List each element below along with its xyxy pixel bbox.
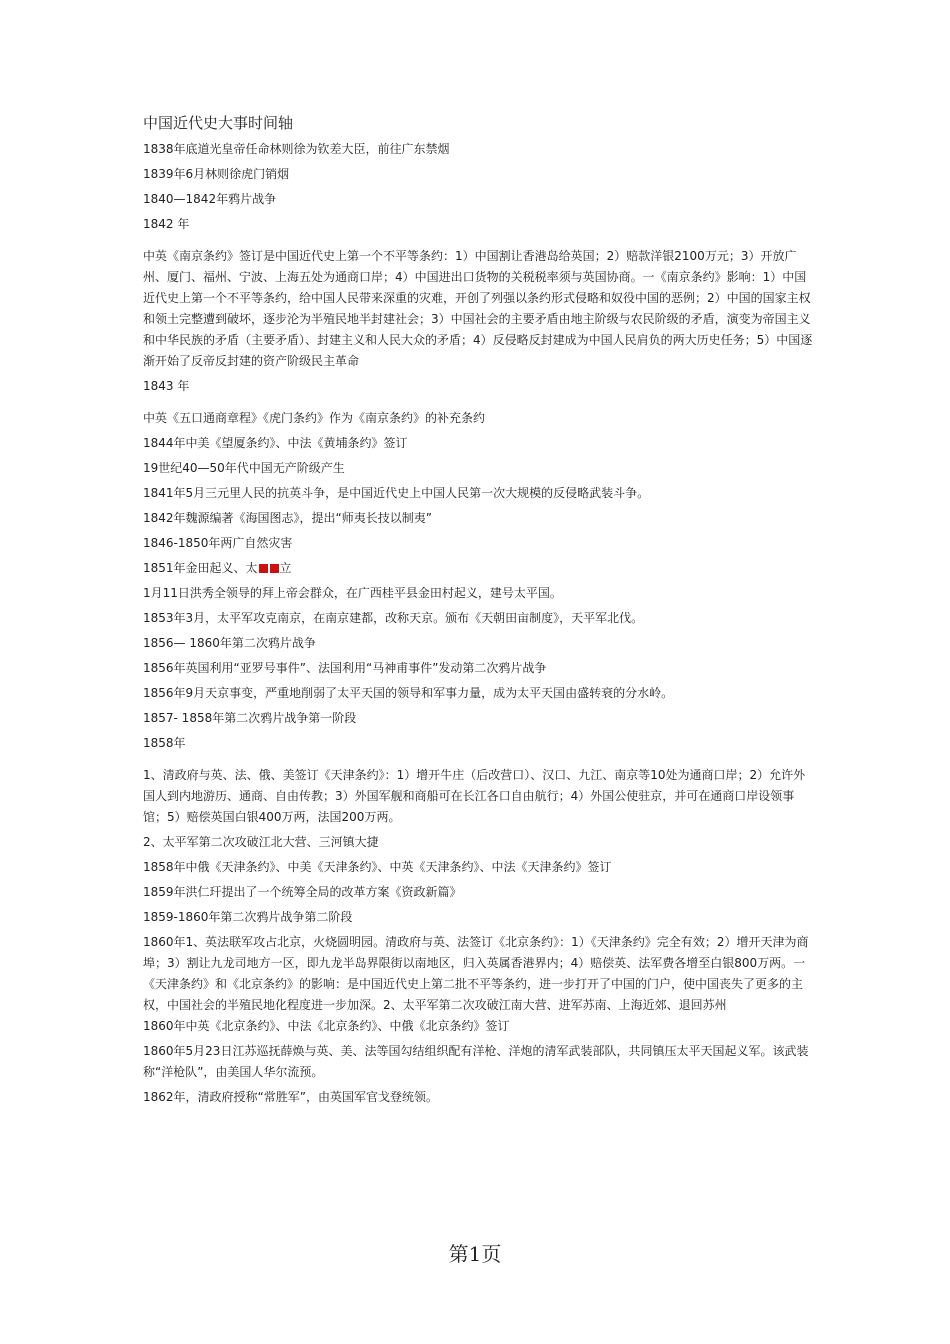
- redaction-mark: [270, 564, 279, 573]
- timeline-year-1858: 1858年: [143, 736, 186, 750]
- page-number: 第1页: [448, 1242, 502, 1266]
- timeline-year-1843: 1843 年: [143, 379, 190, 393]
- paragraph-nanjing-treaty: 中英《南京条约》签订是中国近代史上第一个不平等条约：1）中国割让香港岛给英国；2）赔款洋银2100万元；3）开放广州、厦门、福州、宁波、上海五处为通商口岸；4）中国进出口货物的关税税率须与英国协商。一《南京条约》影响：1）中国近代史上第一个不平等条约，给中国人民带来深重的灾难，开创了列强以条约形式侵略和奴役中国的恶例；2）中国的国家主权和领土完整遭到破坏，逐步沦为半殖民地半封建社会；3）中国社会的主要矛盾由地主阶级与农民阶级的矛盾，演变为帝国主义和中华民族的矛盾（主要矛盾）、封建主义和人民大众的矛盾；4）反侵略反封建成为中国人民肩负的两大历史任务；5）中国逐渐开始了反帝反封建的资产阶级民主革命: [143, 249, 813, 368]
- timeline-entry-1853: 1853年3月，太平军攻克南京，在南京建都，改称天京。颁布《天朝田亩制度》，天平军北伐。: [143, 611, 644, 625]
- timeline-entry-1838: 1838年底道光皇帝任命林则徐为钦差大臣，前往广东禁烟: [143, 142, 450, 156]
- timeline-entry-1839: 1839年6月林则徐虎门销烟: [143, 167, 290, 181]
- timeline-entry-jintian-uprising: 1月11日洪秀全领导的拜上帝会群众，在广西桂平县金田村起义，建号太平国。: [143, 586, 562, 600]
- paragraph-beijing-treaty: 1860年1、英法联军攻占北京，火烧圆明园。清政府与英、法签订《北京条约》：1）《天津条约》完全有效；2）增开天津为商埠；3）割让九龙司地方一区，即九龙半岛界限街以南地区，归入英属香港界内；4）赔偿英、法军费各增至白银800万两。一《天津条约》和《北京条约》的影响：是中国近代史上第二批不平等条约，进一步打开了中国的门户，使中国丧失了更多的主权，中国社会的半殖民地化程度进一步加深。2、太平军第二次攻破江南大营、进军苏南、上海近郊、退回苏州: [143, 935, 809, 1012]
- timeline-entry-1840-1842: 1840—1842年鸦片战争: [143, 192, 277, 206]
- entry-1851-text-end: 立: [279, 561, 292, 575]
- timeline-entry-1841: 1841年5月三元里人民的抗英斗争，是中国近代史上中国人民第一次大规模的反侵略武装斗争。: [143, 486, 650, 500]
- timeline-entry-1859: 1859年洪仁玕提出了一个统筹全局的改革方案《资政新篇》: [143, 885, 462, 899]
- timeline-entry-1862: 1862年，清政府授称“常胜军”，由英国军官戈登统领。: [143, 1090, 438, 1104]
- timeline-entry-1856-1860: 1856— 1860年第二次鸦片战争: [143, 636, 316, 650]
- timeline-entry-1851: [143, 558, 813, 579]
- timeline-entry-1856-arrow: 1856年英国利用“亚罗号事件”、法国利用“马神甫事件”发动第二次鸦片战争: [143, 661, 547, 675]
- timeline-entry-1842-weiyuan: 1842年魏源编著《海国图志》，提出“师夷长技以制夷”: [143, 511, 432, 525]
- entry-1851-text: 1851年金田起义、太: [143, 561, 258, 575]
- timeline-entry-1856-tianjing: 1856年9月天京事变，严重地削弱了太平天国的领导和军事力量，成为太平天国由盛转衰的分水岭。: [143, 686, 674, 700]
- paragraph-tianjin-treaty: 1、清政府与英、法、俄、美签订《天津条约》：1）增开牛庄（后改营口）、汉口、九江、南京等10处为通商口岸；2）允许外国人到内地游历、通商、自由传教；3）外国军舰和商船可在长江各口自由航行；4）外国公使驻京，并可在通商口岸设领事馆；5）赔偿英国白银400万两，法国200万两。: [143, 768, 806, 824]
- timeline-entry-1858-treaties: 1858年中俄《天津条约》、中美《天津条约》、中英《天津条约》、中法《天津条约》签订: [143, 860, 612, 874]
- document-body: [143, 112, 813, 1112]
- timeline-entry-jiangbei: 2、太平军第二次攻破江北大营、三河镇大捷: [143, 835, 379, 849]
- timeline-year-1842: 1842 年: [143, 217, 190, 231]
- timeline-entry-1860-may: 1860年5月23日江苏巡抚薛焕与英、美、法等国勾结组织配有洋枪、洋炮的清军武装部队，共同镇压太平天国起义军。该武装称“洋枪队”，由美国人华尔流预。: [143, 1044, 809, 1079]
- timeline-entry-1844: 1844年中美《望厦条约》、中法《黄埔条约》签订: [143, 436, 408, 450]
- timeline-entry-1857-1858: 1857- 1858年第二次鸦片战争第一阶段: [143, 711, 357, 725]
- document-title: 中国近代史大事时间轴: [143, 114, 294, 132]
- timeline-entry-1860-treaties: 1860年中英《北京条约》、中法《北京条约》、中俄《北京条约》签订: [143, 1019, 510, 1033]
- timeline-entry-1859-1860: 1859-1860年第二次鸦片战争第二阶段: [143, 910, 353, 924]
- redaction-mark: [259, 564, 268, 573]
- timeline-entry-1846-1850: 1846-1850年两广自然灾害: [143, 536, 293, 550]
- paragraph-supplementary-treaties: 中英《五口通商章程》《虎门条约》作为《南京条约》的补充条约: [143, 411, 486, 425]
- timeline-entry-19th-century: 19世纪40—50年代中国无产阶级产生: [143, 461, 345, 475]
